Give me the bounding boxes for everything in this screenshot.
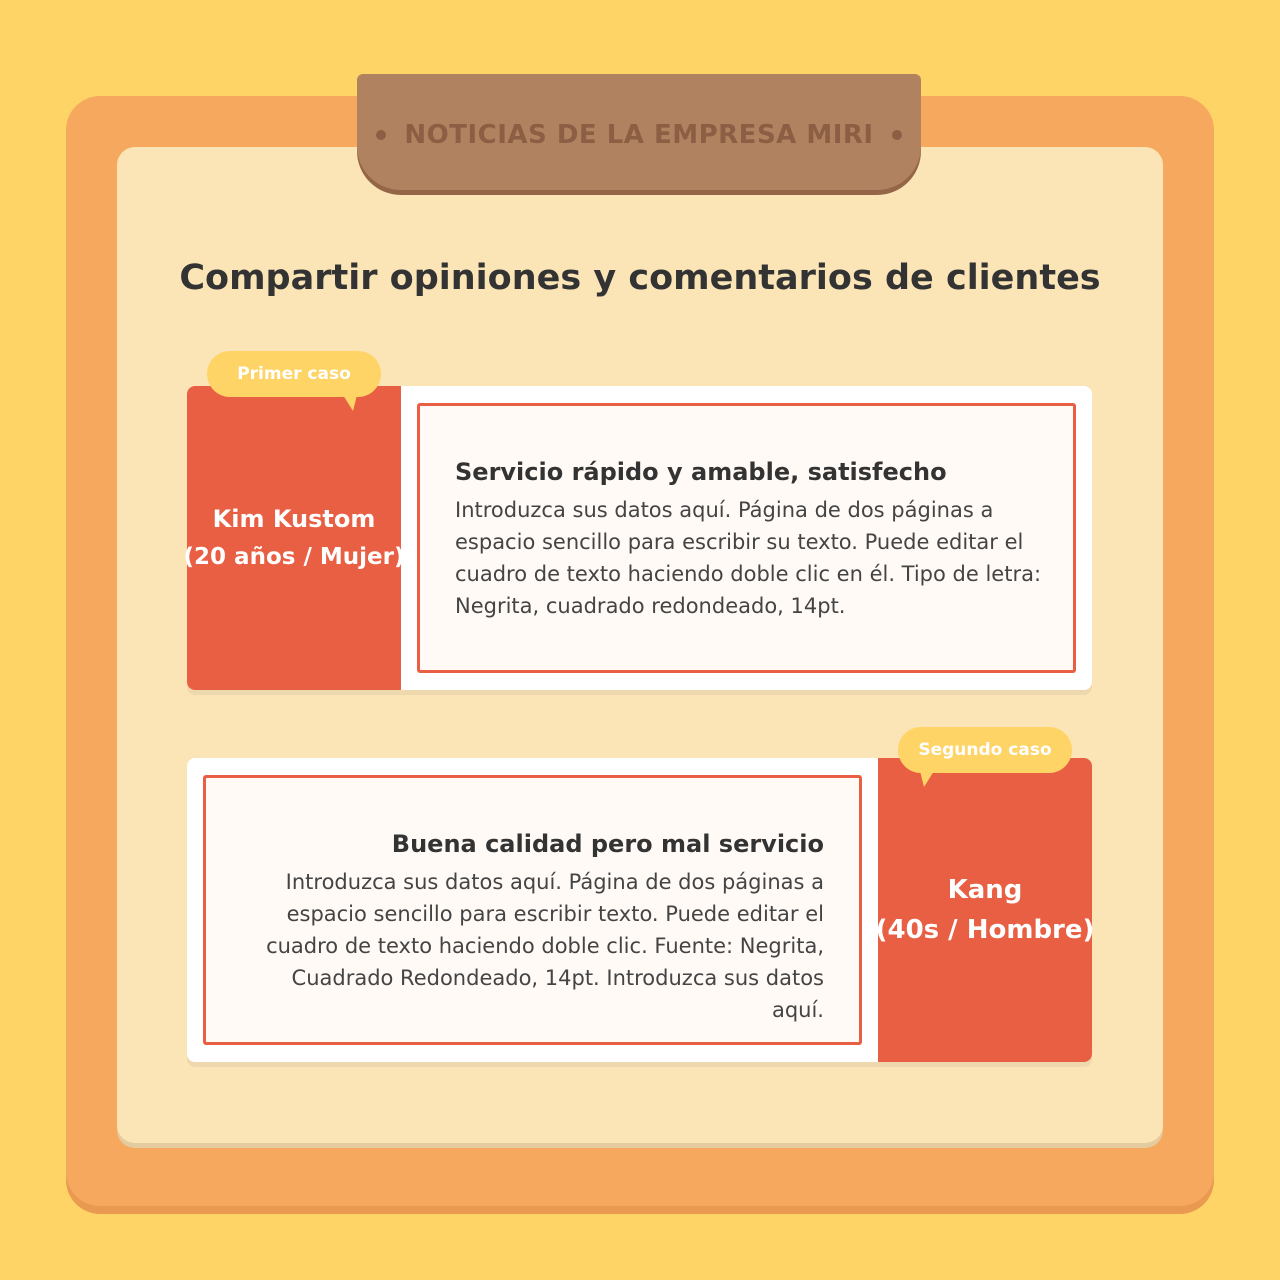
review-body: Introduzca sus datos aquí. Página de dos páginas a espacio sencillo para escribir su texto. Puede editar el cuadro de texto haciendo doble clic en él. Tipo de letra: Negrita, cuadrado redondeado, 14pt. [455, 498, 1042, 618]
review-body: Introduzca sus datos aquí. Página de dos páginas a espacio sencillo para escribir texto. Puede editar el cuadro de texto haciendo doble clic. Fuente: Negrita, Cuadrado Redondeado, 14pt. Introduzca sus datos aquí. [266, 870, 824, 1022]
case-badge: Segundo caso [898, 727, 1072, 773]
review-text-box[interactable] [203, 775, 862, 1045]
customer-panel [875, 758, 1095, 1062]
dot-icon [892, 130, 902, 140]
testimonial-card-2 [187, 758, 1095, 1062]
case-badge: Primer caso [207, 351, 381, 397]
review-text-box[interactable] [417, 403, 1076, 673]
customer-name: Kim Kustom [212, 505, 376, 533]
page-title: Compartir opiniones y comentarios de clientes [179, 258, 1101, 298]
customer-panel [183, 386, 405, 690]
dot-icon [376, 130, 386, 140]
customer-meta: (20 años / Mujer) [183, 544, 405, 570]
testimonial-card-1 [183, 386, 1092, 690]
clipboard-clip [357, 74, 921, 190]
customer-meta: (40s / Hombre) [875, 915, 1095, 945]
clip-label: NOTICIAS DE LA EMPRESA MIRI [404, 120, 874, 150]
customer-name: Kang [947, 875, 1023, 905]
review-heading: Buena calidad pero mal servicio [391, 830, 824, 858]
review-heading: Servicio rápido y amable, satisfecho [455, 458, 947, 486]
